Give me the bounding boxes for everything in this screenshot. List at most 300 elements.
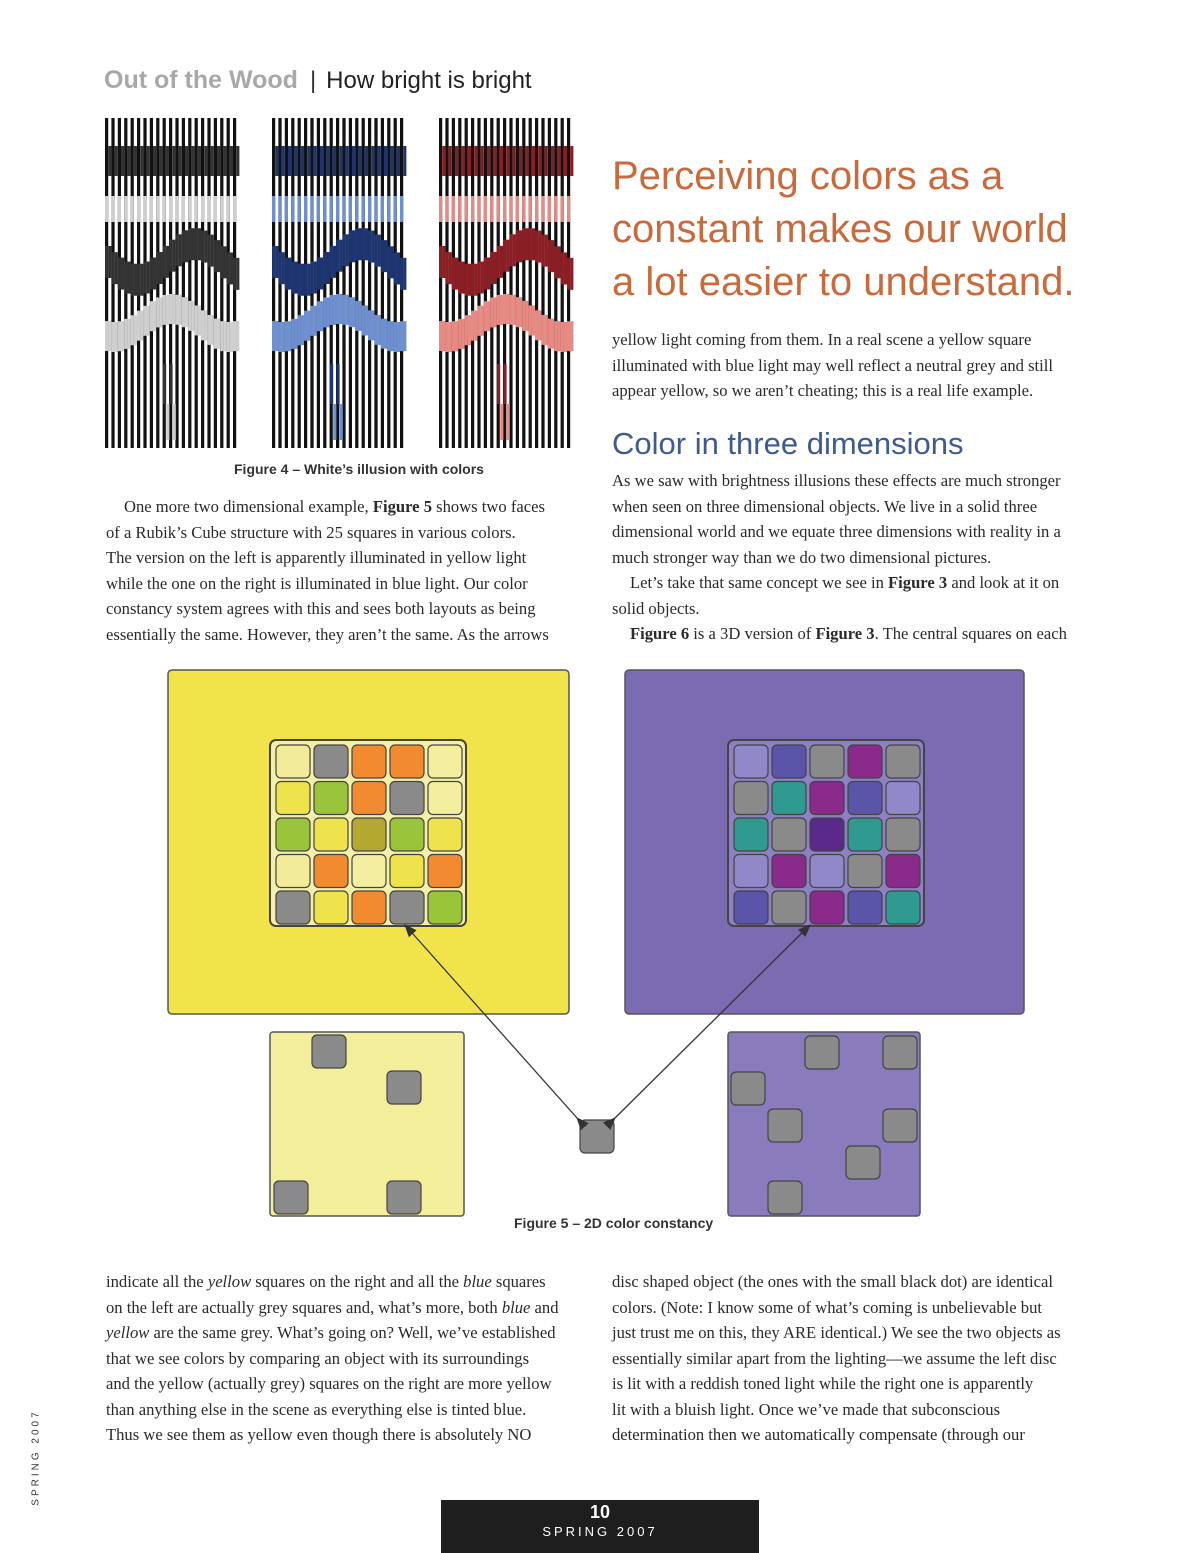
band-dark-wave — [227, 252, 230, 284]
patch-light — [173, 404, 176, 440]
band-dark-wave — [230, 252, 233, 284]
band-light — [554, 196, 557, 222]
band-light — [477, 196, 480, 222]
band-light-wave — [282, 322, 285, 352]
band-dark-wave — [355, 228, 358, 260]
band-dark-wave — [272, 246, 275, 278]
band-light — [535, 196, 538, 222]
band-light-wave — [118, 321, 121, 351]
band-dark-wave — [188, 228, 191, 260]
band-dark-wave — [532, 228, 535, 260]
grey-square — [846, 1146, 880, 1179]
band-dark-wave — [150, 257, 153, 289]
band-dark-wave — [172, 240, 175, 272]
band-dark — [358, 146, 361, 176]
article-title: How bright is bright — [326, 67, 532, 94]
stripe — [201, 118, 204, 448]
text-line: lit with a bluish light. Once we’ve made that subconscious — [612, 1399, 1001, 1419]
band-light — [304, 196, 307, 222]
stripe — [541, 118, 544, 448]
band-light-wave — [442, 321, 445, 351]
patch-dark — [330, 364, 333, 404]
figure-ref: Figure 3 — [815, 624, 875, 643]
band-dark — [339, 146, 342, 176]
band-dark-wave — [481, 262, 484, 294]
band-light — [561, 196, 564, 222]
text-line: much stronger way than we do two dimensional pictures. — [612, 547, 992, 567]
band-dark — [455, 146, 458, 176]
band-light-wave — [368, 310, 371, 340]
grey-square — [387, 1181, 421, 1214]
figure-5-graphic — [168, 670, 1024, 1216]
text-line: when seen on three dimensional objects. We live in a solid three — [612, 496, 1038, 516]
band-dark-wave — [282, 252, 285, 284]
illusion-panel-red — [439, 118, 573, 448]
band-light-wave — [554, 321, 557, 351]
band-dark — [320, 146, 323, 176]
stripe — [439, 118, 442, 448]
cube-square — [276, 891, 310, 924]
band-dark-wave — [236, 258, 239, 290]
band-dark-wave — [214, 240, 217, 272]
band-light-wave — [535, 310, 538, 340]
cube-square — [276, 745, 310, 778]
grey-square — [883, 1036, 917, 1069]
stripe — [105, 118, 108, 448]
band-dark-wave — [198, 228, 201, 260]
stripe — [548, 118, 551, 448]
stripe — [554, 118, 557, 448]
band-light-wave — [381, 319, 384, 349]
band-light-wave — [163, 295, 166, 325]
band-dark-wave — [294, 262, 297, 294]
band-light-wave — [490, 297, 493, 327]
band-light — [362, 196, 365, 222]
band-dark-wave — [105, 246, 108, 278]
band-light-wave — [339, 294, 342, 324]
cube-square — [848, 782, 882, 815]
section-title: Out of the Wood — [104, 66, 298, 94]
text-line: on the left are actually grey squares and, what’s more, both blue and — [106, 1297, 559, 1317]
grey-square — [731, 1072, 765, 1105]
cube-square — [390, 782, 424, 815]
band-dark — [301, 146, 304, 176]
band-dark-wave — [384, 240, 387, 272]
band-dark-wave — [179, 234, 182, 266]
stripe — [374, 118, 377, 448]
band-dark — [365, 146, 368, 176]
band-light-wave — [538, 310, 541, 340]
band-light-wave — [166, 295, 169, 325]
band-light — [195, 196, 198, 222]
band-light — [548, 196, 551, 222]
band-light — [355, 196, 358, 222]
band-dark — [191, 146, 194, 176]
band-light — [349, 196, 352, 222]
band-dark-wave — [471, 264, 474, 296]
band-light-wave — [481, 306, 484, 336]
band-light-wave — [403, 321, 406, 351]
band-light-wave — [513, 295, 516, 325]
stripe — [220, 118, 223, 448]
band-light-wave — [477, 306, 480, 336]
text-line: essentially similar apart from the lighting—we assume the left disc — [612, 1348, 1057, 1368]
band-light-wave — [169, 294, 172, 324]
band-light-wave — [156, 297, 159, 327]
band-light — [516, 196, 519, 222]
band-light-wave — [134, 315, 137, 345]
band-light-wave — [509, 295, 512, 325]
band-light-wave — [108, 321, 111, 351]
band-dark-wave — [567, 258, 570, 290]
band-dark — [288, 146, 291, 176]
band-light-wave — [291, 319, 294, 349]
band-dark — [545, 146, 548, 176]
band-dark-wave — [378, 235, 381, 267]
band-light — [150, 196, 153, 222]
band-light-wave — [503, 294, 506, 324]
band-dark-wave — [452, 258, 455, 290]
band-dark-wave — [131, 264, 134, 296]
band-light-wave — [570, 321, 573, 351]
band-dark-wave — [394, 252, 397, 284]
band-light-wave — [519, 297, 522, 327]
band-light — [323, 196, 326, 222]
cube-square — [352, 818, 386, 851]
body-text-right-bottom — [612, 1269, 1061, 1448]
band-dark-wave — [538, 231, 541, 263]
band-light-wave — [323, 297, 326, 327]
band-light — [285, 196, 288, 222]
band-light-wave — [390, 321, 393, 351]
band-light-wave — [153, 301, 156, 331]
band-dark-wave — [301, 264, 304, 296]
left-cube-face — [270, 740, 466, 926]
cube-square — [772, 891, 806, 924]
stripe — [509, 118, 512, 448]
band-light — [445, 196, 448, 222]
body-text-left-top — [106, 494, 549, 647]
band-light-wave — [121, 321, 124, 351]
band-dark-wave — [541, 235, 544, 267]
grey-square — [805, 1036, 839, 1069]
band-dark — [185, 146, 188, 176]
band-dark-wave — [220, 246, 223, 278]
band-dark — [506, 146, 509, 176]
band-light — [220, 196, 223, 222]
text-line: while the one on the right is illuminated in blue light. Our color — [106, 573, 528, 593]
band-dark-wave — [358, 228, 361, 260]
band-dark-wave — [323, 252, 326, 284]
band-light-wave — [506, 294, 509, 324]
pull-quote-line: constant makes our world — [612, 207, 1068, 251]
cube-square — [314, 782, 348, 815]
band-light — [182, 196, 185, 222]
band-light — [342, 196, 345, 222]
band-dark-wave — [121, 258, 124, 290]
band-light-wave — [147, 306, 150, 336]
band-dark — [204, 146, 207, 176]
figure-5-caption: Figure 5 – 2D color constancy — [514, 1215, 714, 1231]
text-line: just trust me on this, they ARE identical.) We see the two objects as — [612, 1323, 1061, 1342]
band-light — [484, 196, 487, 222]
figure-5-color-constancy — [165, 668, 1027, 1220]
band-light-wave — [131, 315, 134, 345]
band-dark — [294, 146, 297, 176]
band-dark — [538, 146, 541, 176]
band-light-wave — [233, 321, 236, 351]
band-dark-wave — [522, 228, 525, 260]
band-light-wave — [211, 315, 214, 345]
band-light-wave — [487, 301, 490, 331]
band-light-wave — [378, 315, 381, 345]
band-light-wave — [201, 310, 204, 340]
band-dark-wave — [153, 257, 156, 289]
illusion-panel-blue — [272, 118, 406, 448]
band-light-wave — [468, 315, 471, 345]
band-light-wave — [314, 306, 317, 336]
band-dark — [500, 146, 503, 176]
band-light-wave — [525, 301, 528, 331]
patch-light — [166, 404, 169, 440]
band-dark — [487, 146, 490, 176]
band-light-wave — [455, 321, 458, 351]
band-light-wave — [127, 319, 130, 349]
band-light-wave — [227, 322, 230, 352]
band-light-wave — [298, 315, 301, 345]
band-dark-wave — [381, 240, 384, 272]
band-light-wave — [301, 315, 304, 345]
band-dark-wave — [564, 252, 567, 284]
band-dark — [493, 146, 496, 176]
figure-ref: Figure 3 — [888, 573, 948, 592]
pull-quote-line: a lot easier to understand. — [612, 260, 1075, 304]
band-light — [374, 196, 377, 222]
band-dark — [230, 146, 233, 176]
band-light — [400, 196, 403, 222]
stripe — [368, 118, 371, 448]
cube-square — [314, 745, 348, 778]
band-dark-wave — [298, 264, 301, 296]
text-line: and the yellow (actually grey) squares on the right are more yellow — [106, 1374, 552, 1393]
patch-dark — [503, 364, 506, 404]
band-light-wave — [397, 322, 400, 352]
band-dark — [198, 146, 201, 176]
body-text-right-top — [612, 327, 1053, 404]
band-light-wave — [188, 301, 191, 331]
band-dark-wave — [175, 234, 178, 266]
band-dark-wave — [458, 262, 461, 294]
band-dark-wave — [310, 262, 313, 294]
band-light-wave — [365, 305, 368, 335]
band-light — [458, 196, 461, 222]
band-dark-wave — [204, 231, 207, 263]
band-light — [490, 196, 493, 222]
band-dark-wave — [442, 246, 445, 278]
band-dark-wave — [182, 230, 185, 262]
band-dark-wave — [285, 258, 288, 290]
band-light — [381, 196, 384, 222]
band-dark-wave — [516, 230, 519, 262]
band-dark — [121, 146, 124, 176]
band-dark-wave — [525, 228, 528, 260]
band-dark-wave — [201, 231, 204, 263]
band-dark — [282, 146, 285, 176]
band-light — [522, 196, 525, 222]
band-dark-wave — [166, 246, 169, 278]
band-light-wave — [465, 315, 468, 345]
band-light — [143, 196, 146, 222]
band-dark-wave — [330, 246, 333, 278]
band-light-wave — [198, 305, 201, 335]
cube-square — [734, 818, 768, 851]
band-light-wave — [285, 321, 288, 351]
sidebar-issue-label: SPRING 2007 — [30, 1409, 42, 1506]
band-light-wave — [143, 306, 146, 336]
stripe — [349, 118, 352, 448]
pull-quote-line: Perceiving colors as a — [612, 154, 1004, 198]
band-light-wave — [214, 319, 217, 349]
band-dark — [211, 146, 214, 176]
subheading: Color in three dimensions — [612, 426, 964, 461]
text-line: of a Rubik’s Cube structure with 25 squares in various colors. — [106, 522, 516, 542]
stripe — [272, 118, 275, 448]
text-line: colors. (Note: I know some of what’s coming is unbelievable but — [612, 1297, 1042, 1317]
band-light-wave — [384, 319, 387, 349]
band-dark — [326, 146, 329, 176]
text-line: dimensional world and we equate three dimensions with reality in a — [612, 522, 1061, 541]
band-dark-wave — [291, 262, 294, 294]
band-dark-wave — [140, 264, 143, 296]
cube-square — [848, 745, 882, 778]
band-light-wave — [111, 322, 114, 352]
text-line: yellow light coming from them. In a real scene a yellow square — [612, 330, 1032, 349]
band-dark — [236, 146, 239, 176]
band-light — [137, 196, 140, 222]
band-light — [124, 196, 127, 222]
band-dark — [474, 146, 477, 176]
band-dark-wave — [403, 258, 406, 290]
band-dark-wave — [134, 264, 137, 296]
band-light-wave — [449, 322, 452, 352]
band-dark-wave — [108, 246, 111, 278]
page-number: 10 — [589, 1502, 611, 1522]
band-dark-wave — [342, 234, 345, 266]
band-light-wave — [500, 295, 503, 325]
band-dark-wave — [400, 258, 403, 290]
stripe — [182, 118, 185, 448]
cube-square — [810, 818, 844, 851]
grey-square — [883, 1109, 917, 1142]
band-dark-wave — [163, 246, 166, 278]
patch-light — [333, 404, 336, 440]
band-light-wave — [294, 319, 297, 349]
band-dark-wave — [374, 235, 377, 267]
band-dark-wave — [551, 240, 554, 272]
band-light-wave — [288, 321, 291, 351]
band-light — [188, 196, 191, 222]
band-dark-wave — [445, 252, 448, 284]
band-dark-wave — [339, 240, 342, 272]
band-dark-wave — [468, 264, 471, 296]
text-line: The version on the left is apparently illuminated in yellow light — [106, 548, 527, 567]
band-light-wave — [387, 321, 390, 351]
band-dark — [217, 146, 220, 176]
band-light — [387, 196, 390, 222]
text-line: determination then we automatically compensate (through our — [612, 1425, 1025, 1444]
cube-square — [886, 782, 920, 815]
patch-dark — [497, 364, 500, 404]
band-light-wave — [204, 310, 207, 340]
band-light-wave — [548, 319, 551, 349]
band-dark-wave — [185, 230, 188, 262]
band-dark-wave — [147, 262, 150, 294]
figure-4-whites-illusion — [105, 118, 580, 448]
band-dark-wave — [371, 231, 374, 263]
text-line: appear yellow, so we aren’t cheating; this is a real life example. — [612, 381, 1034, 400]
right-cube-face — [728, 740, 924, 926]
band-dark-wave — [159, 252, 162, 284]
band-dark — [140, 146, 143, 176]
band-dark — [532, 146, 535, 176]
band-dark-wave — [143, 262, 146, 294]
band-light — [298, 196, 301, 222]
band-light — [163, 196, 166, 222]
band-light — [394, 196, 397, 222]
stripe — [522, 118, 525, 448]
figure-4-panels — [105, 118, 573, 448]
text-line: solid objects. — [612, 598, 700, 618]
band-dark-wave — [317, 257, 320, 289]
band-light — [227, 196, 230, 222]
stripe — [207, 118, 210, 448]
band-light-wave — [310, 306, 313, 336]
cube-square — [352, 782, 386, 815]
band-dark-wave — [545, 235, 548, 267]
band-dark — [352, 146, 355, 176]
band-light-wave — [342, 295, 345, 325]
band-dark — [134, 146, 137, 176]
band-dark-wave — [336, 240, 339, 272]
band-light-wave — [124, 319, 127, 349]
band-dark-wave — [233, 258, 236, 290]
band-dark — [346, 146, 349, 176]
band-light-wave — [195, 305, 198, 335]
band-dark-wave — [368, 231, 371, 263]
text-line: is lit with a reddish toned light while the right one is apparently — [612, 1374, 1034, 1393]
page-footer — [441, 1500, 759, 1553]
band-light-wave — [275, 321, 278, 351]
stripe — [214, 118, 217, 448]
text-line: Figure 6 is a 3D version of Figure 3. The central squares on each — [630, 624, 1067, 643]
band-dark — [275, 146, 278, 176]
band-dark-wave — [503, 240, 506, 272]
cube-square — [352, 855, 386, 888]
band-light-wave — [182, 297, 185, 327]
band-dark — [115, 146, 118, 176]
band-light-wave — [529, 305, 532, 335]
band-light-wave — [105, 321, 108, 351]
band-light — [567, 196, 570, 222]
grey-square — [768, 1109, 802, 1142]
band-light-wave — [358, 301, 361, 331]
band-dark-wave — [570, 258, 573, 290]
band-light — [131, 196, 134, 222]
figure-4-caption: Figure 4 – White’s illusion with colors — [234, 461, 484, 477]
band-light-wave — [333, 295, 336, 325]
stripe — [529, 118, 532, 448]
band-light — [118, 196, 121, 222]
